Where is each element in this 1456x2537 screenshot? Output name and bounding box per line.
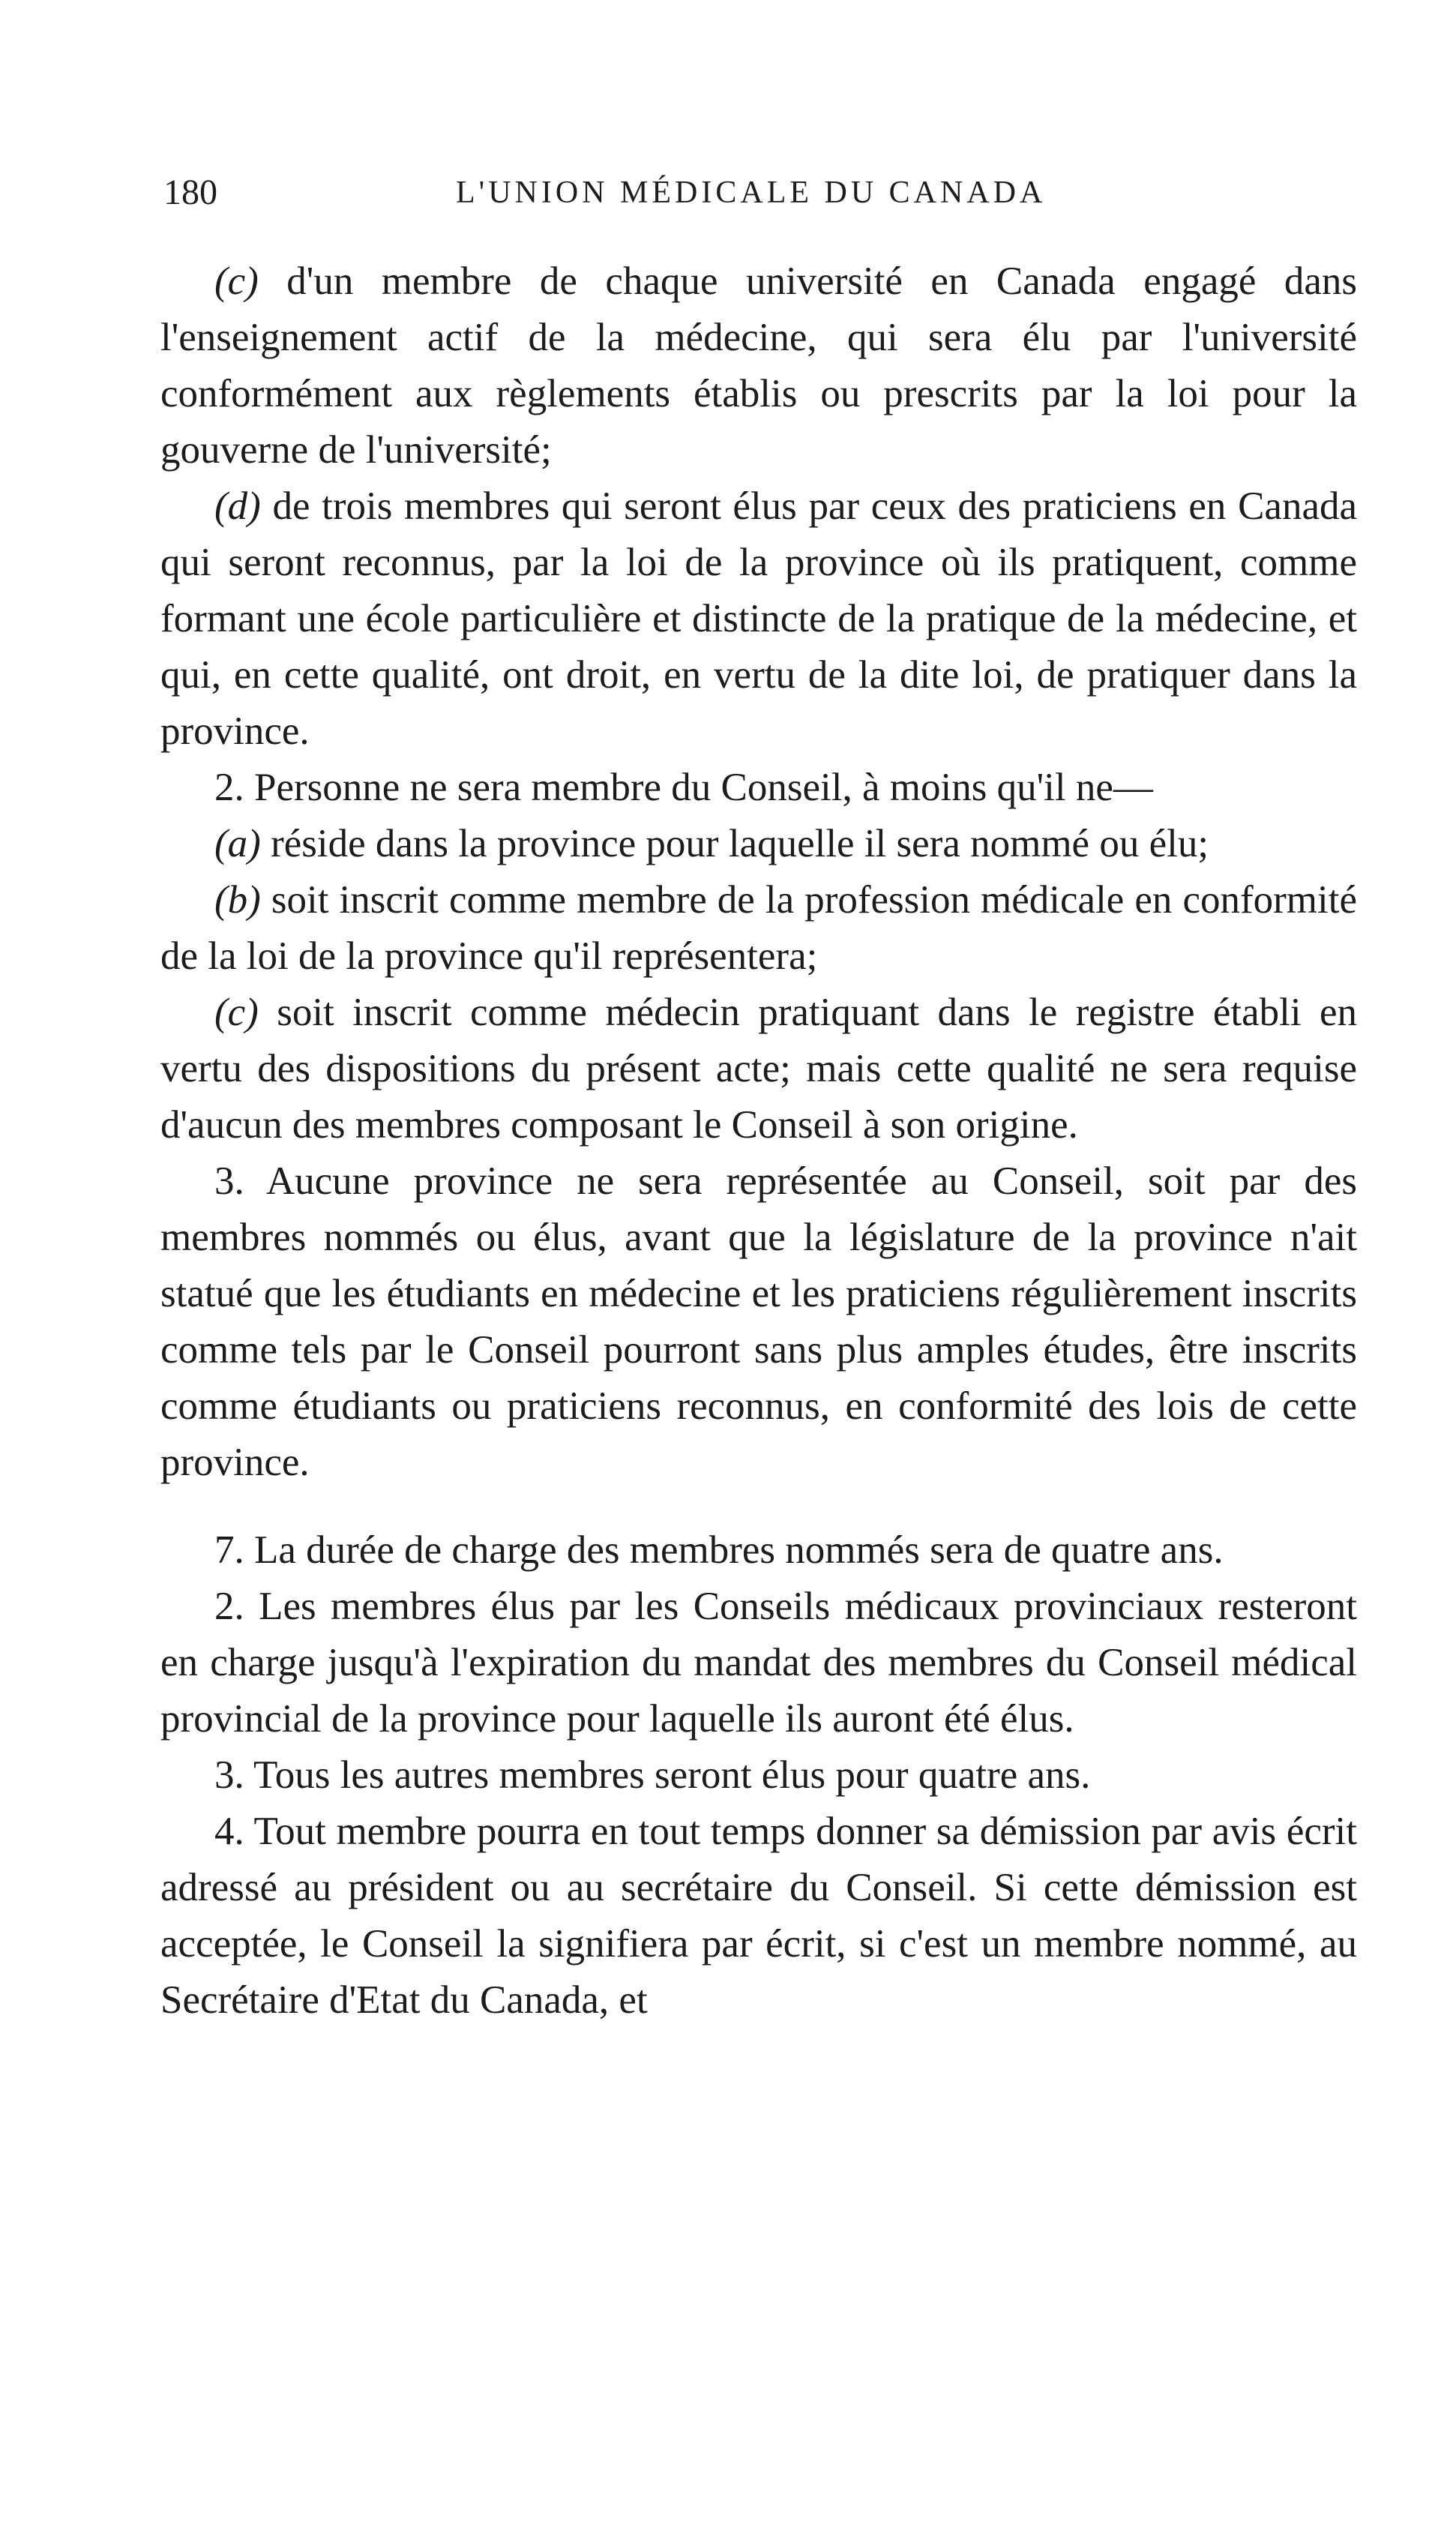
paragraph-4-resignation: 4. Tout membre pourra en tout temps donner sa démission par avis écrit adressé au président ou au secrétaire du Conseil. Si cette démission est acceptée, le Conseil la signifiera par écrit, si c'est un membre nommé, au Secrétaire d'Etat du Canada, et: [160, 1810, 1357, 2022]
paragraph-b-registration: (b) soit inscrit comme membre de la profession médicale en conformité de la loi de la province qu'il représentera;: [160, 878, 1357, 978]
paragraph-a-residence: (a) réside dans la province pour laquelle il sera nommé ou élu;: [214, 822, 1209, 865]
paragraph-c-practitioner: (c) soit inscrit comme médecin pratiquant dans le registre établi en vertu des dispositions du présent acte; mais cette qualité ne sera requise d'aucun des membres composant le Conseil à son origine.: [160, 991, 1357, 1147]
page-number: 180: [163, 172, 217, 212]
running-head: [163, 166, 1348, 219]
paragraph-2-eligibility: 2. Personne ne sera membre du Conseil, à moins qu'il ne—: [214, 766, 1153, 809]
paragraph-7-term-of-office: 7. La durée de charge des membres nommés sera de quatre ans.: [214, 1528, 1224, 1572]
paragraph-d-three-members: (d) de trois membres qui seront élus par ceux des praticiens en Canada qui seront reconnus, par la loi de la province où ils pratiquent, comme formant une école particulière et distincte de la pratique de la médecine, et qui, en cette qualité, ont droit, en vertu de la dite loi, de pratiquer dans la province.: [160, 484, 1357, 753]
paragraph-2-elected-members: 2. Les membres élus par les Conseils médicaux provinciaux resteront en charge jusqu'à l'expiration du mandat des membres du Conseil médical provincial de la province pour laquelle ils auront été élus.: [160, 1585, 1357, 1741]
paragraph-3-representation: 3. Aucune province ne sera représentée au Conseil, soit par des membres nommés ou élus, avant que la législature de la province n'ait statué que les étudiants en médecine et les praticiens régulièrement inscrits comme tels par le Conseil pourront sans plus amples études, être inscrits comme étudiants ou praticiens reconnus, en conformité des lois de cette province.: [160, 1159, 1357, 1484]
journal-title: L'UNION MÉDICALE DU CANADA: [456, 175, 1047, 210]
body-text: [160, 253, 1357, 2029]
paragraph-c-university-member: (c) d'un membre de chaque université en Canada engagé dans l'enseignement actif de la médecine, qui sera élu par l'université conformément aux règlements établis ou prescrits par la loi pour la gouverne de l'université;: [160, 259, 1357, 472]
paragraph-3-other-members: 3. Tous les autres membres seront élus pour quatre ans.: [214, 1753, 1091, 1797]
